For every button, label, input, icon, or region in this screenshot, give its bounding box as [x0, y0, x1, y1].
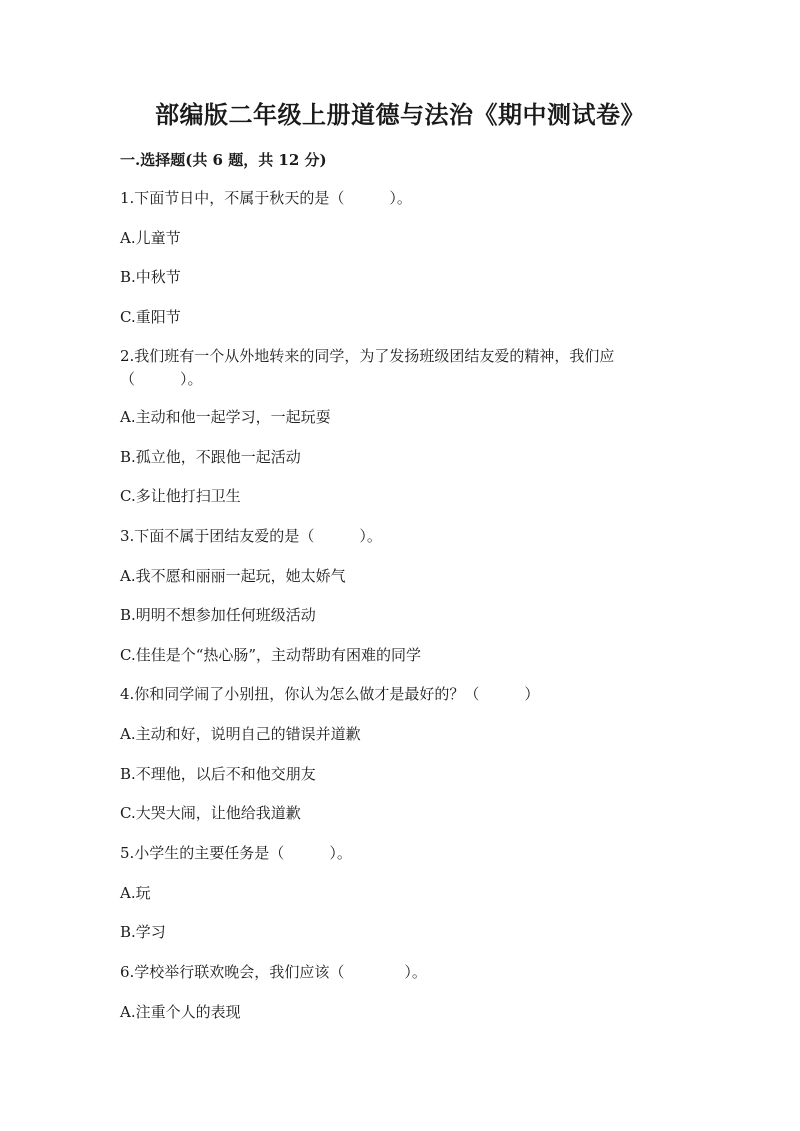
- section-heading: 一.选择题(共 6 题，共 12 分): [120, 151, 327, 169]
- question-2-option-b: B.孤立他，不跟他一起活动: [120, 448, 301, 466]
- question-3-option-c: C.佳佳是个“热心肠”，主动帮助有困难的同学: [120, 646, 422, 664]
- page-title: 部编版二年级上册道德与法治《期中测试卷》: [155, 100, 645, 129]
- question-6-option-a: A.注重个人的表现: [120, 1003, 241, 1021]
- question-6-stem: 6.学校举行联欢晚会，我们应该（ ）。: [120, 963, 427, 981]
- question-2-option-a: A.主动和他一起学习，一起玩耍: [120, 408, 331, 426]
- question-5-option-b: B.学习: [120, 923, 166, 941]
- question-3-option-b: B.明明不想参加任何班级活动: [120, 606, 316, 624]
- question-1-option-c: C.重阳节: [120, 308, 181, 326]
- question-2-option-c: C.多让他打扫卫生: [120, 487, 241, 505]
- question-3-option-a: A.我不愿和丽丽一起玩，她太娇气: [120, 567, 346, 585]
- question-5-stem: 5.小学生的主要任务是（ ）。: [120, 844, 352, 862]
- question-5-option-a: A.玩: [120, 884, 151, 902]
- question-4-option-b: B.不理他，以后不和他交朋友: [120, 765, 316, 783]
- question-4-option-a: A.主动和好，说明自己的错误并道歉: [120, 725, 361, 743]
- question-2-stem-line1: 2.我们班有一个从外地转来的同学，为了发扬班级团结友爱的精神，我们应: [120, 347, 615, 365]
- question-3-stem: 3.下面不属于团结友爱的是（ ）。: [120, 527, 382, 545]
- question-1-option-a: A.儿童节: [120, 229, 181, 247]
- question-4-stem: 4.你和同学闹了小别扭，你认为怎么做才是最好的？（ ）: [120, 685, 540, 703]
- question-1-stem: 1.下面节日中，不属于秋天的是（ ）。: [120, 189, 412, 207]
- question-2-stem-line2: （ ）。: [120, 370, 203, 388]
- question-4-option-c: C.大哭大闹，让他给我道歉: [120, 804, 301, 822]
- question-1-option-b: B.中秋节: [120, 268, 181, 286]
